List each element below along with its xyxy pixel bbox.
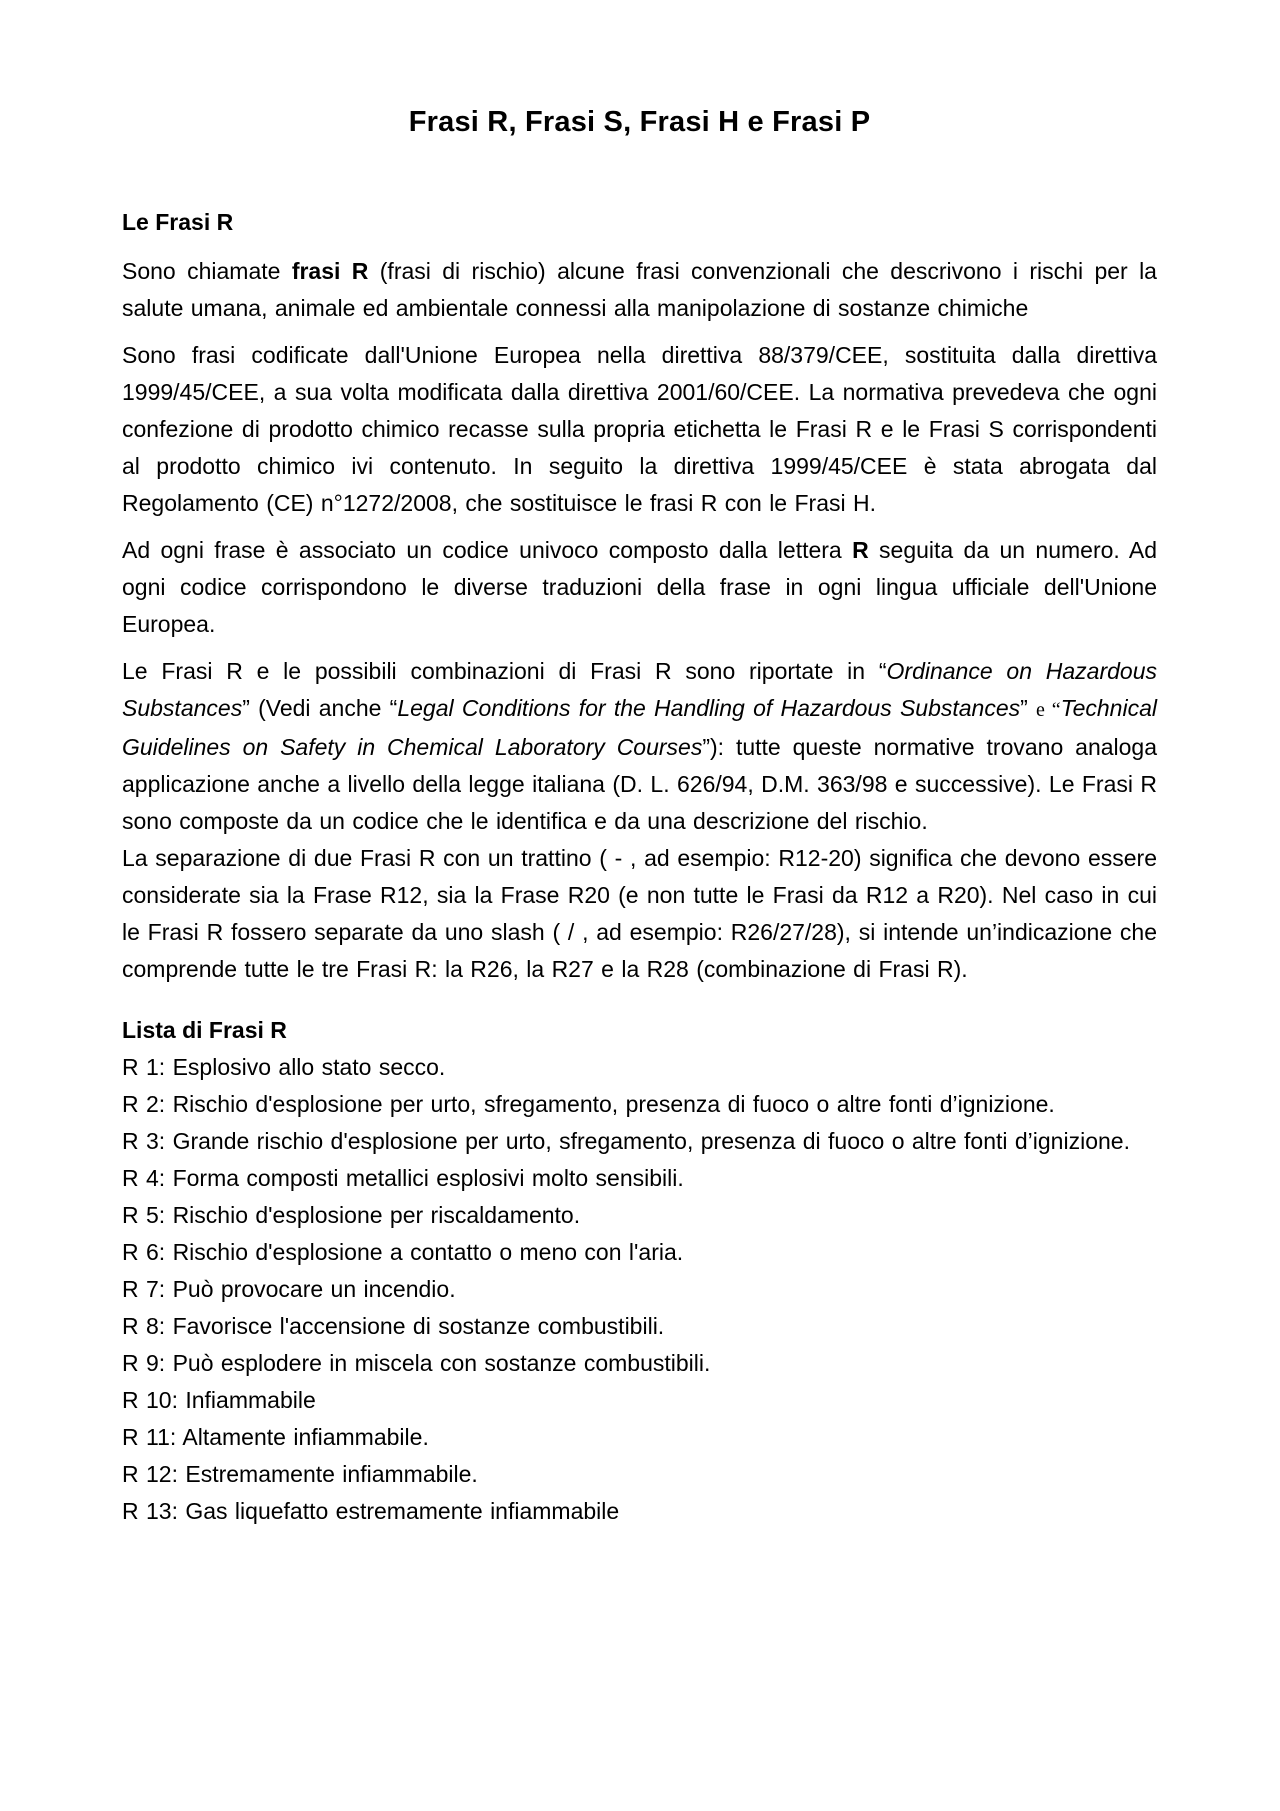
text-segment: ” (Vedi anche “ [242, 695, 398, 721]
italic-technical-guidelines-title: Technical Guidelines on Safety in Chemical Laboratory Courses [122, 695, 1157, 760]
paragraph-direttive: Sono frasi codificate dall'Unione Europea nella direttiva 88/379/CEE, sostituita dalla direttiva 1999/45/CEE, a sua volta modificata dalla direttiva 2001/60/CEE. La normativa prevedeva che ogni confezione di prodotto chimico recasse sulla propria etichetta le Frasi R e le Frasi S corrispondenti al prodotto chimico ivi contenuto. In seguito la direttiva 1999/45/CEE è stata abrogata dal Regolamento (CE) n°1272/2008, che sostituisce le frasi R con le Frasi H. [122, 342, 1157, 516]
paragraph-intro-frasi-r [122, 253, 1157, 327]
r-phrase-item-r9: R 9: Può esplodere in miscela con sostanze combustibili. [122, 1350, 711, 1376]
text-segment: Ad ogni frase è associato un codice univoco composto dalla lettera [122, 537, 853, 563]
r-phrase-item-r8: R 8: Favorisce l'accensione di sostanze combustibili. [122, 1313, 665, 1339]
r-phrase-item-r5: R 5: Rischio d'esplosione per riscaldamento. [122, 1202, 581, 1228]
bold-frasi-r: frasi R [291, 258, 369, 284]
r-phrase-item-r11: R 11: Altamente infiammabile. [122, 1424, 429, 1450]
r-phrases-list [122, 1049, 1157, 1530]
r-phrase-item-r12: R 12: Estremamente infiammabile. [122, 1461, 478, 1487]
italic-ordinance-title: Ordinance on Hazardous Substances [122, 658, 1157, 721]
text-segment: (frasi di rischio) alcune frasi convenzionali che descrivono i rischi per la salute umana, animale ed ambientale connessi alla manipolazione di sostanze chimiche [122, 258, 1157, 321]
paragraph-ordinance [122, 653, 1157, 840]
text-segment: Le Frasi R e le possibili combinazioni di Frasi R sono riportate in “ [122, 658, 887, 684]
italic-legal-conditions-title: Legal Conditions for the Handling of Hazardous Substances [397, 695, 1021, 721]
text-segment: ” [1020, 695, 1037, 721]
heading-le-frasi-r: Le Frasi R [122, 209, 234, 235]
r-phrase-item-r10: R 10: Infiammabile [122, 1387, 316, 1413]
r-phrase-item-r13: R 13: Gas liquefatto estremamente infiammabile [122, 1498, 620, 1524]
paragraph-separazione: La separazione di due Frasi R con un trattino ( - , ad esempio: R12-20) significa che devono essere considerate sia la Frase R12, sia la Frase R20 (e non tutte le Frasi da R12 a R20). Nel caso in cui le Frasi R fossero separate da uno slash ( / , ad esempio: R26/27/28), si intende un’indicazione che comprende tutte le tre Frasi R: la R26, la R27 e la R28 (combinazione di Frasi R). [122, 845, 1157, 982]
text-segment: ”): tutte queste normative trovano analoga applicazione anche a livello della legge italiana (D. L. 626/94, D.M. 363/98 e successive). Le Frasi R sono composte da un codice che le identifica e da una descrizione del rischio. [122, 734, 1158, 834]
r-phrase-item-r4: R 4: Forma composti metallici esplosivi molto sensibili. [122, 1165, 684, 1191]
text-segment: Sono chiamate [122, 258, 292, 284]
r-phrase-item-r7: R 7: Può provocare un incendio. [122, 1276, 456, 1302]
heading-lista-di-frasi-r: Lista di Frasi R [122, 1017, 287, 1043]
text-segment-serif: e “ [1036, 699, 1061, 721]
r-phrase-item-r1: R 1: Esplosivo allo stato secco. [122, 1054, 446, 1080]
text-segment: seguita da un numero. Ad ogni codice corrispondono le diverse traduzioni della frase in ogni lingua ufficiale dell'Unione Europea. [122, 537, 1157, 637]
bold-letter-r: R [852, 537, 869, 563]
r-phrase-item-r6: R 6: Rischio d'esplosione a contatto o meno con l'aria. [122, 1239, 684, 1265]
document-title: Frasi R, Frasi S, Frasi H e Frasi P [408, 106, 871, 138]
paragraph-codice [122, 532, 1157, 643]
r-phrase-item-r2: R 2: Rischio d'esplosione per urto, sfregamento, presenza di fuoco o altre fonti d’ignizione. [122, 1091, 1055, 1117]
r-phrase-item-r3: R 3: Grande rischio d'esplosione per urto, sfregamento, presenza di fuoco o altre fonti d’ignizione. [122, 1128, 1130, 1154]
